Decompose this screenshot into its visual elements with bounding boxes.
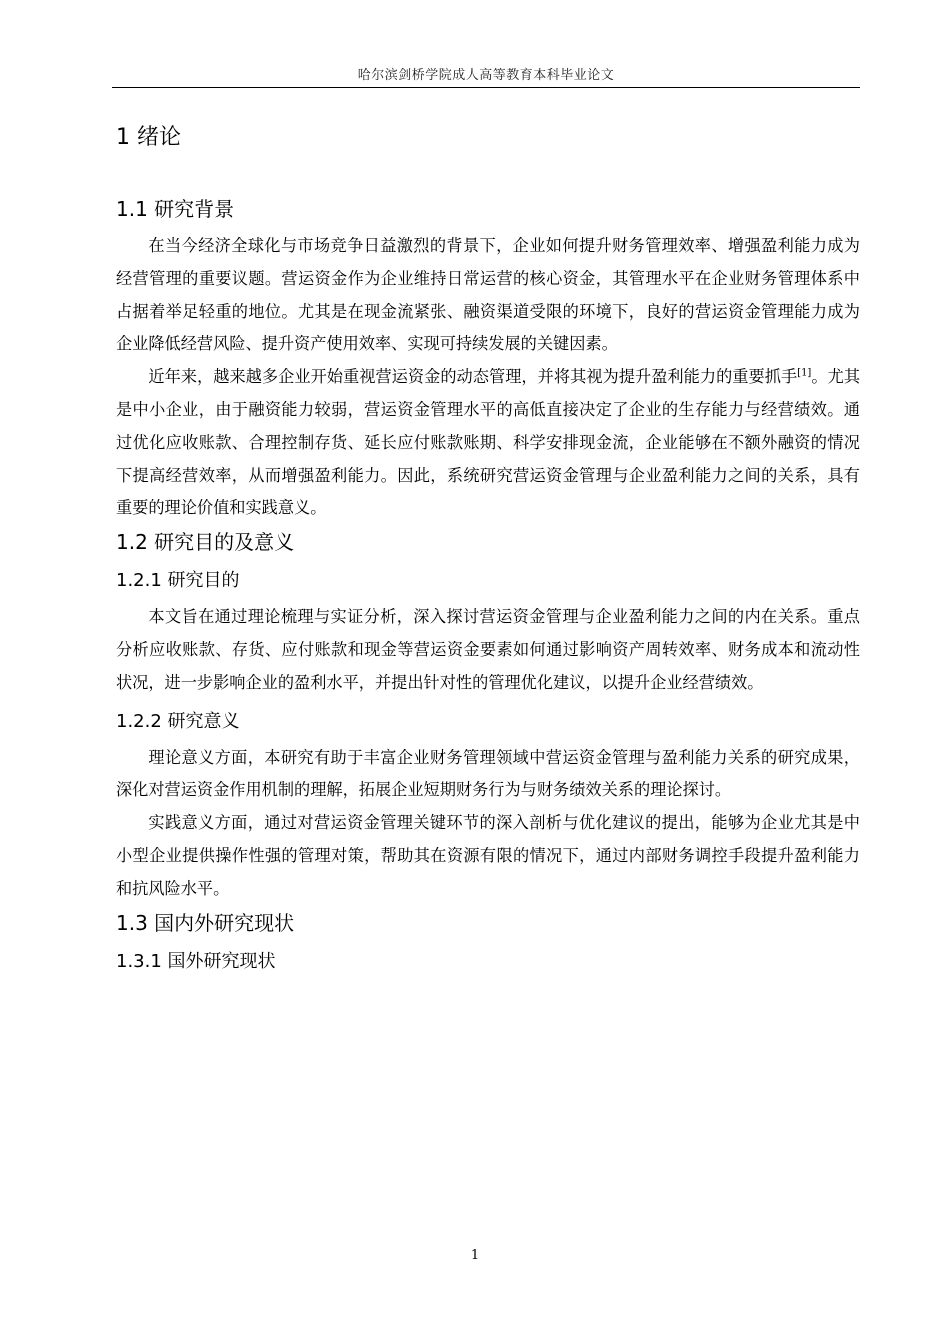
header-divider bbox=[112, 87, 860, 88]
subsection-title-1-3-1: 1.3.1 国外研究现状 bbox=[116, 950, 276, 972]
document-body bbox=[116, 120, 860, 982]
subsection-title-1-2-1: 1.2.1 研究目的 bbox=[116, 570, 240, 592]
paragraph-text: 。尤其是中小企业，由于融资能力较弱，营运资金管理水平的高低直接决定了企业的生存能力与经营绩效。通过优化应收账款、合理控制存货、延长应付账款账期、科学安排现金流，企业能够在不额外融资的情况下提高经营效率，从而增强盈利能力。因此，系统研究营运资金管理与企业盈利能力之间的关系，具有重要的理论价值和实践意义。 bbox=[116, 367, 861, 518]
page-header-title: 哈尔滨剑桥学院成人高等教育本科毕业论文 bbox=[357, 68, 615, 83]
section-title-1-3: 1.3 国内外研究现状 bbox=[116, 910, 295, 935]
paragraph: 理论意义方面，本研究有助于丰富企业财务管理领域中营运资金管理与盈利能力关系的研究成果，深化对营运资金作用机制的理解，拓展企业短期财务行为与财务绩效关系的理论探讨。 bbox=[116, 747, 860, 800]
paragraph: 本文旨在通过理论梳理与实证分析，深入探讨营运资金管理与企业盈利能力之间的内在关系。重点分析应收账款、存货、应付账款和现金等营运资金要素如何通过影响资产周转效率、财务成本和流动性状况，进一步影响企业的盈利水平，并提出针对性的管理优化建议，以提升企业经营绩效。 bbox=[116, 607, 860, 692]
section-title-1-1: 1.1 研究背景 bbox=[116, 197, 235, 221]
paragraph: 实践意义方面，通过对营运资金管理关键环节的深入剖析与优化建议的提出，能够为企业尤其是中小型企业提供操作性强的管理对策，帮助其在资源有限的情况下，通过内部财务调控手段提升盈利能力和抗风险水平。 bbox=[116, 813, 860, 898]
chapter-title: 1 绪论 bbox=[116, 125, 181, 150]
paragraph: 在当今经济全球化与市场竞争日益激烈的背景下，企业如何提升财务管理效率、增强盈利能力成为经营管理的重要议题。营运资金作为企业维持日常运营的核心资金，其管理水平在企业财务管理体系中占据着举足轻重的地位。尤其是在现金流紧张、融资渠道受限的环境下，良好的营运资金管理能力成为企业降低经营风险、提升资产使用效率、实现可持续发展的关键因素。 bbox=[116, 236, 860, 354]
subsection-title-1-2-2: 1.2.2 研究意义 bbox=[116, 710, 240, 732]
paragraph-with-citation bbox=[116, 361, 860, 525]
paragraph-text: 近年来，越来越多企业开始重视营运资金的动态管理，并将其视为提升盈利能力的重要抓手 bbox=[148, 367, 798, 387]
section-title-1-2: 1.2 研究目的及意义 bbox=[116, 530, 295, 555]
page-number: 1 bbox=[470, 1248, 480, 1263]
citation-ref: [1] bbox=[797, 367, 812, 379]
